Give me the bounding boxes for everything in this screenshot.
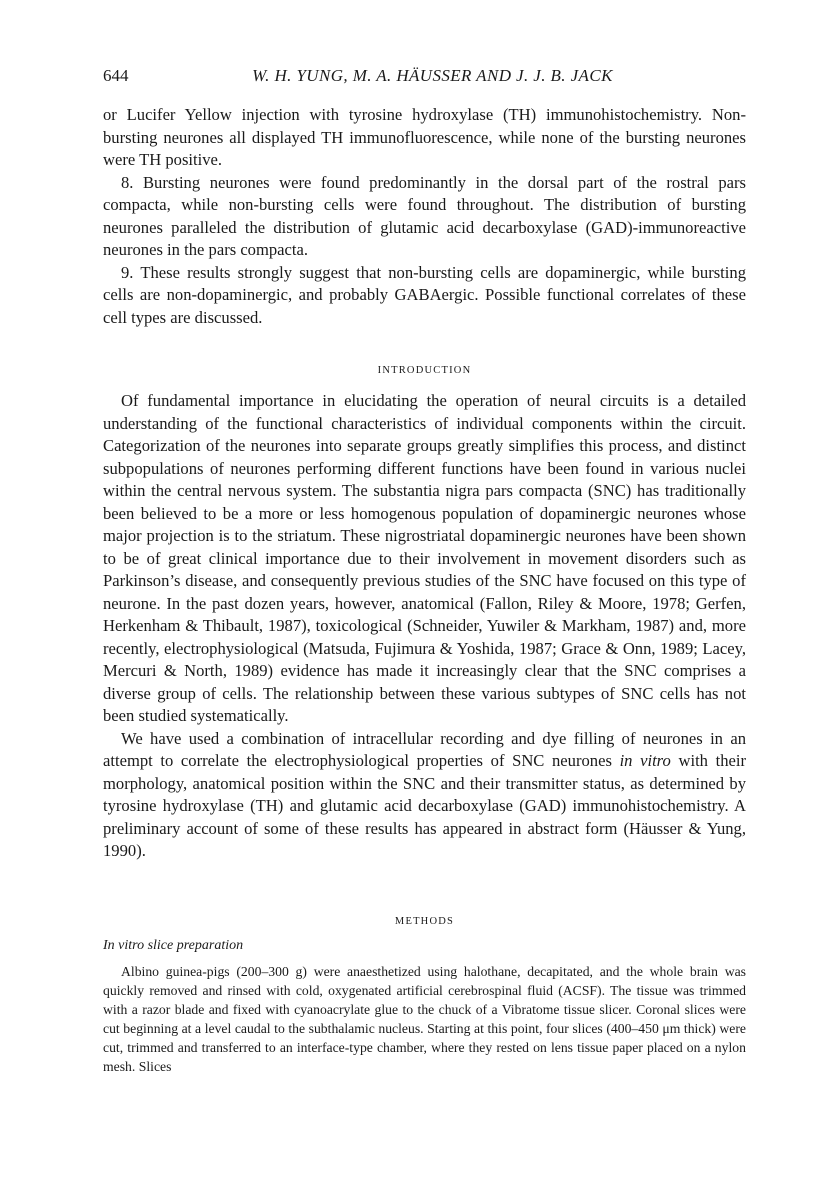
introduction-heading: INTRODUCTION xyxy=(377,365,472,376)
methods-paragraph-1: Albino guinea-pigs (200–300 g) were anaesthetized using halothane, decapitated, and the whole brain was quickly removed and rinsed with cold, oxygenated artificial cerebrospinal fluid (ACSF). The tissue was trimmed with a razor blade and fixed with cyanoacrylate glue to the chuck of a Vibratome tissue slicer. Coronal slices were cut beginning at a level caudal to the subthalamic nucleus. Starting at this point, four slices (400–450 μm thick) were cut, trimmed and transferred to an interface-type chamber, where they rested on lens tissue paper placed on a nylon mesh. Slices xyxy=(103,964,746,1074)
summary-point-8: 8. Bursting neurones were found predominantly in the dorsal part of the rostral pars compacta, while non-bursting cells were found throughout. The distribution of bursting neurones paralleled the distribution of glutamic acid decarboxylase (GAD)-immunoreactive neurones in the pars compacta. xyxy=(103,172,746,259)
methods-subheading: In vitro slice preparation xyxy=(103,938,244,953)
summary-point-9: 9. These results strongly suggest that non-bursting cells are dopaminergic, while bursting cells are non-dopaminergic, and probably GABAergic. Possible functional correlates of these cell types are discussed. xyxy=(103,262,746,327)
running-head: W. H. YUNG, M. A. HÄUSSER AND J. J. B. JACK xyxy=(252,66,613,85)
introduction-paragraph-1: Of fundamental importance in elucidating the operation of neural circuits is a detailed understanding of the functional characteristics of individual components within the circuit. Categorization of the neurones into separate groups greatly simplifies this process, and distinct subpopulations of neurones performing different functions have been found in various nuclei within the central nervous system. The substantia nigra pars compacta (SNC) has traditionally been believed to be a more or less homogenous population of dopaminergic neurones whose major projection is to the striatum. These nigrostriatal dopaminergic neurones have been shown to be of great clinical importance due to their involvement in movement disorders such as Parkinson’s disease, and consequently previous studies of the SNC have focused on this type of neurone. In the past dozen years, however, anatomical (Fallon, Riley & Moore, 1978; Gerfen, Herkenham & Thibault, 1987), toxicological (Schneider, Yuwiler & Markham, 1987) and, more recently, electrophysiological (Matsuda, Fujimura & Yoshida, 1987; Grace & Onn, 1989; Lacey, Mercuri & North, 1989) evidence has made it increasingly clear that the SNC comprises a diverse group of cells. The relationship between these various subtypes of SNC cells has not been studied systematically. xyxy=(103,391,746,725)
page-header xyxy=(103,66,746,92)
introduction-body xyxy=(103,390,746,863)
summary-continuation xyxy=(103,104,746,329)
in-vitro-italic: in vitro xyxy=(619,751,671,770)
methods-body xyxy=(103,962,746,1076)
summary-point-7-tail: or Lucifer Yellow injection with tyrosine hydroxylase (TH) immunohistochemistry. Non-bursting neurones all displayed TH immunofluorescence, while none of the bursting neurones were TH positive. xyxy=(103,105,746,169)
introduction-paragraph-2: We have used a combination of intracellular recording and dye filling of neurones in an attempt to correlate the electrophysiological properties of SNC neurones in vitro with their morphology, anatomical position within the SNC and their transmitter status, as determined by tyrosine hydroxylase (TH) and glutamic acid decarboxylase (GAD) immunohistochemistry. A preliminary account of some of these results has appeared in abstract form (Häusser & Yung, 1990). xyxy=(103,728,747,860)
page-number: 644 xyxy=(103,66,129,85)
methods-heading: METHODS xyxy=(394,916,455,927)
